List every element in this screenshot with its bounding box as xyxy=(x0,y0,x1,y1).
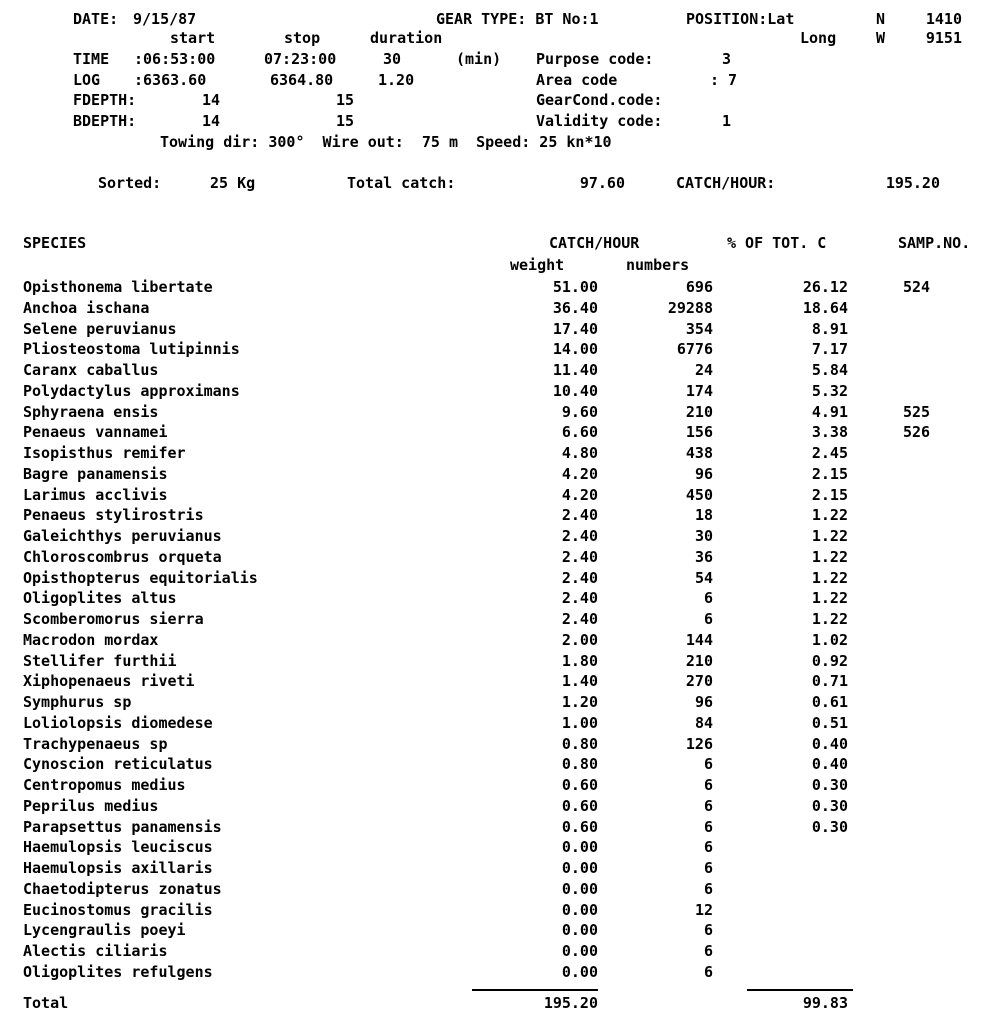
species-name: Cynoscion reticulatus xyxy=(23,755,213,773)
numbers-value: 6 xyxy=(703,921,713,939)
towing-info: Towing dir: 300° Wire out: 75 m Speed: 25 kn*10 xyxy=(160,133,612,151)
weight-value: 1.80 xyxy=(561,652,598,670)
weight-value: 0.00 xyxy=(561,921,598,939)
pct-value: 0.40 xyxy=(811,755,848,773)
bdepth-start: 14 xyxy=(202,112,221,130)
pct-value: 8.91 xyxy=(811,320,848,338)
species-name: Opisthopterus equitorialis xyxy=(23,569,258,587)
numbers-value: 354 xyxy=(685,320,713,338)
catch-hour-header: CATCH/HOUR xyxy=(549,234,640,252)
numbers-value: 6 xyxy=(703,942,713,960)
weight-value: 51.00 xyxy=(552,278,598,296)
species-name: Oligoplites altus xyxy=(23,589,177,607)
pct-value: 1.22 xyxy=(811,506,848,524)
log-duration: 1.20 xyxy=(378,71,415,89)
weight-value: 0.00 xyxy=(561,838,598,856)
pct-value: 26.12 xyxy=(802,278,848,296)
total-pct: 99.83 xyxy=(802,994,848,1012)
total-weight: 195.20 xyxy=(543,994,598,1012)
pct-value: 5.32 xyxy=(811,382,848,400)
species-name: Stellifer furthii xyxy=(23,652,177,670)
species-name: Centropomus medius xyxy=(23,776,186,794)
numbers-subheader: numbers xyxy=(626,256,690,274)
weight-value: 2.40 xyxy=(561,589,598,607)
pct-value: 4.91 xyxy=(811,403,848,421)
species-name: Pliosteostoma lutipinnis xyxy=(23,340,240,358)
total-catch-value: 97.60 xyxy=(579,174,625,192)
species-name: Xiphopenaeus riveti xyxy=(23,672,195,690)
fdepth-start: 14 xyxy=(202,91,221,109)
species-name: Caranx caballus xyxy=(23,361,159,379)
species-name: Haemulopsis axillaris xyxy=(23,859,213,877)
numbers-value: 96 xyxy=(694,465,713,483)
species-name: Sphyraena ensis xyxy=(23,403,159,421)
species-name: Macrodon mordax xyxy=(23,631,159,649)
weight-value: 4.80 xyxy=(561,444,598,462)
weight-value: 0.80 xyxy=(561,735,598,753)
long-direction: W xyxy=(876,29,886,47)
log-start: :6363.60 xyxy=(134,71,207,89)
pct-value: 1.22 xyxy=(811,569,848,587)
weight-value: 6.60 xyxy=(561,423,598,441)
lat-direction: N xyxy=(876,10,886,28)
weight-value: 2.40 xyxy=(561,527,598,545)
weight-value: 2.40 xyxy=(561,548,598,566)
weight-value: 1.00 xyxy=(561,714,598,732)
species-name: Anchoa ischana xyxy=(23,299,150,317)
numbers-value: 270 xyxy=(685,672,713,690)
gearcond-code-label: GearCond.code: xyxy=(536,91,663,109)
numbers-value: 174 xyxy=(685,382,713,400)
log-stop: 6364.80 xyxy=(270,71,334,89)
area-code-value: : 7 xyxy=(710,71,738,89)
species-name: Lycengraulis poeyi xyxy=(23,921,186,939)
pct-value: 0.30 xyxy=(811,797,848,815)
lat-value: 1410 xyxy=(925,10,962,28)
species-name: Trachypenaeus sp xyxy=(23,735,168,753)
weight-value: 10.40 xyxy=(552,382,598,400)
numbers-value: 36 xyxy=(694,548,713,566)
weight-value: 4.20 xyxy=(561,465,598,483)
numbers-value: 6 xyxy=(703,859,713,877)
numbers-value: 6 xyxy=(703,818,713,836)
weight-total-rule xyxy=(472,989,598,991)
numbers-value: 450 xyxy=(685,486,713,504)
sorted-value: 25 Kg xyxy=(210,174,256,192)
species-name: Parapsettus panamensis xyxy=(23,818,222,836)
pct-value: 0.71 xyxy=(811,672,848,690)
species-name: Scomberomorus sierra xyxy=(23,610,204,628)
total-catch-label: Total catch: xyxy=(347,174,456,192)
weight-value: 17.40 xyxy=(552,320,598,338)
numbers-value: 54 xyxy=(694,569,713,587)
time-duration: 30 xyxy=(383,50,402,68)
numbers-value: 18 xyxy=(694,506,713,524)
species-name: Eucinostomus gracilis xyxy=(23,901,213,919)
numbers-value: 6 xyxy=(703,963,713,981)
numbers-value: 96 xyxy=(694,693,713,711)
species-name: Alectis ciliaris xyxy=(23,942,168,960)
pct-total-rule xyxy=(747,989,853,991)
pct-total-header: % OF TOT. C xyxy=(727,234,827,252)
pct-value: 1.22 xyxy=(811,589,848,607)
long-label: Long xyxy=(800,29,837,47)
pct-value: 1.02 xyxy=(811,631,848,649)
species-name: Larimus acclivis xyxy=(23,486,168,504)
weight-subheader: weight xyxy=(510,256,565,274)
sample-no-header: SAMP.NO. xyxy=(898,234,971,252)
species-name: Selene peruvianus xyxy=(23,320,177,338)
date-label: DATE: xyxy=(73,10,119,28)
fdepth-label: FDEPTH: xyxy=(73,91,137,109)
date-value: 9/15/87 xyxy=(133,10,197,28)
pct-value: 2.15 xyxy=(811,486,848,504)
position-label: POSITION:Lat xyxy=(686,10,795,28)
pct-value: 2.45 xyxy=(811,444,848,462)
weight-value: 1.20 xyxy=(561,693,598,711)
gear-type: GEAR TYPE: BT No:1 xyxy=(436,10,599,28)
catch-hour-value: 195.20 xyxy=(885,174,940,192)
numbers-value: 30 xyxy=(694,527,713,545)
numbers-value: 210 xyxy=(685,403,713,421)
numbers-value: 84 xyxy=(694,714,713,732)
species-name: Chloroscombrus orqueta xyxy=(23,548,222,566)
weight-value: 0.60 xyxy=(561,776,598,794)
numbers-value: 6776 xyxy=(676,340,713,358)
pct-value: 0.30 xyxy=(811,818,848,836)
pct-value: 0.30 xyxy=(811,776,848,794)
numbers-value: 6 xyxy=(703,610,713,628)
weight-value: 2.40 xyxy=(561,610,598,628)
validity-code-value: 1 xyxy=(722,112,732,130)
numbers-value: 12 xyxy=(694,901,713,919)
numbers-value: 696 xyxy=(685,278,713,296)
sample-no: 524 xyxy=(903,278,931,296)
validity-code-label: Validity code: xyxy=(536,112,663,130)
numbers-value: 6 xyxy=(703,838,713,856)
weight-value: 2.40 xyxy=(561,506,598,524)
species-name: Penaeus vannamei xyxy=(23,423,168,441)
time-label: TIME xyxy=(73,50,110,68)
numbers-value: 6 xyxy=(703,797,713,815)
weight-value: 0.60 xyxy=(561,818,598,836)
species-name: Opisthonema libertate xyxy=(23,278,213,296)
weight-value: 0.00 xyxy=(561,963,598,981)
purpose-code-value: 3 xyxy=(722,50,732,68)
pct-value: 2.15 xyxy=(811,465,848,483)
numbers-value: 6 xyxy=(703,776,713,794)
fdepth-stop: 15 xyxy=(336,91,355,109)
numbers-value: 210 xyxy=(685,652,713,670)
numbers-value: 144 xyxy=(685,631,713,649)
long-value: 9151 xyxy=(925,29,962,47)
weight-value: 14.00 xyxy=(552,340,598,358)
log-label: LOG xyxy=(73,71,101,89)
weight-value: 0.00 xyxy=(561,901,598,919)
species-name: Chaetodipterus zonatus xyxy=(23,880,222,898)
pct-value: 0.92 xyxy=(811,652,848,670)
weight-value: 0.80 xyxy=(561,755,598,773)
species-name: Bagre panamensis xyxy=(23,465,168,483)
bdepth-label: BDEPTH: xyxy=(73,112,137,130)
species-name: Isopisthus remifer xyxy=(23,444,186,462)
species-name: Symphurus sp xyxy=(23,693,132,711)
col-duration-label: duration xyxy=(370,29,443,47)
weight-value: 2.00 xyxy=(561,631,598,649)
weight-value: 4.20 xyxy=(561,486,598,504)
species-header: SPECIES xyxy=(23,234,87,252)
pct-value: 0.61 xyxy=(811,693,848,711)
species-name: Penaeus stylirostris xyxy=(23,506,204,524)
numbers-value: 29288 xyxy=(667,299,713,317)
time-stop: 07:23:00 xyxy=(264,50,337,68)
pct-value: 1.22 xyxy=(811,548,848,566)
weight-value: 2.40 xyxy=(561,569,598,587)
weight-value: 0.00 xyxy=(561,942,598,960)
numbers-value: 6 xyxy=(703,880,713,898)
species-name: Haemulopsis leuciscus xyxy=(23,838,213,856)
pct-value: 7.17 xyxy=(811,340,848,358)
species-name: Loliolopsis diomedese xyxy=(23,714,213,732)
numbers-value: 6 xyxy=(703,755,713,773)
col-start-label: start xyxy=(170,29,216,47)
pct-value: 3.38 xyxy=(811,423,848,441)
weight-value: 0.00 xyxy=(561,859,598,877)
weight-value: 9.60 xyxy=(561,403,598,421)
pct-value: 1.22 xyxy=(811,610,848,628)
numbers-value: 156 xyxy=(685,423,713,441)
sorted-label: Sorted: xyxy=(98,174,162,192)
time-start: :06:53:00 xyxy=(134,50,216,68)
purpose-code-label: Purpose code: xyxy=(536,50,654,68)
pct-value: 0.40 xyxy=(811,735,848,753)
numbers-value: 24 xyxy=(694,361,713,379)
species-name: Peprilus medius xyxy=(23,797,159,815)
weight-value: 0.60 xyxy=(561,797,598,815)
pct-value: 1.22 xyxy=(811,527,848,545)
catch-hour-label: CATCH/HOUR: xyxy=(676,174,776,192)
weight-value: 11.40 xyxy=(552,361,598,379)
pct-value: 0.51 xyxy=(811,714,848,732)
bdepth-stop: 15 xyxy=(336,112,355,130)
species-name: Polydactylus approximans xyxy=(23,382,240,400)
pct-value: 18.64 xyxy=(802,299,848,317)
numbers-value: 126 xyxy=(685,735,713,753)
species-name: Galeichthys peruvianus xyxy=(23,527,222,545)
weight-value: 0.00 xyxy=(561,880,598,898)
weight-value: 1.40 xyxy=(561,672,598,690)
col-stop-label: stop xyxy=(284,29,321,47)
pct-value: 5.84 xyxy=(811,361,848,379)
area-code-label: Area code xyxy=(536,71,618,89)
sample-no: 525 xyxy=(903,403,931,421)
weight-value: 36.40 xyxy=(552,299,598,317)
species-name: Oligoplites refulgens xyxy=(23,963,213,981)
total-label: Total xyxy=(23,994,69,1012)
numbers-value: 6 xyxy=(703,589,713,607)
numbers-value: 438 xyxy=(685,444,713,462)
sample-no: 526 xyxy=(903,423,931,441)
time-unit: (min) xyxy=(456,50,502,68)
